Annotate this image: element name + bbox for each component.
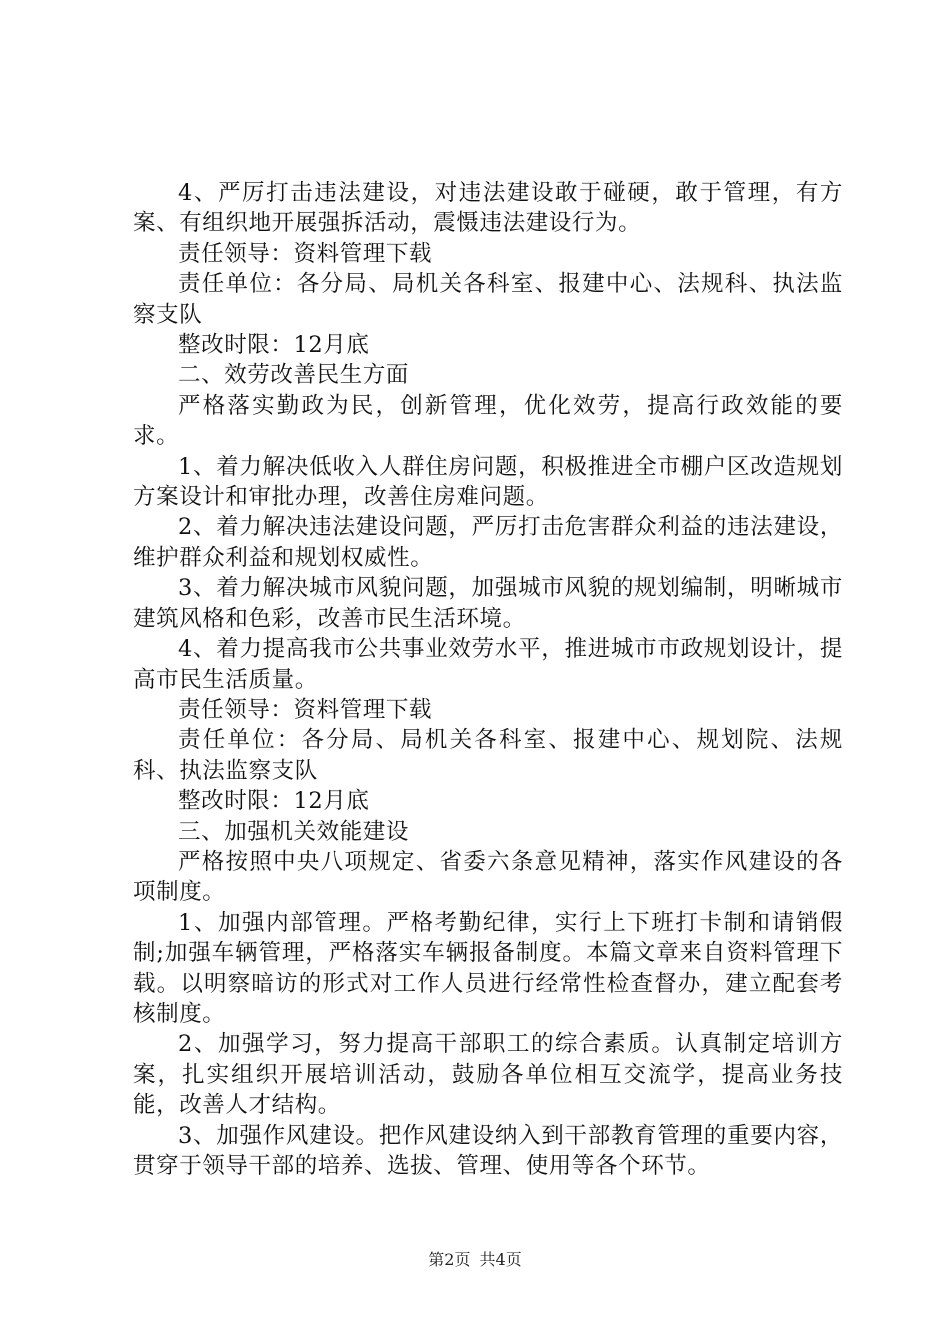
section-heading: 二、效劳改善民生方面: [178, 362, 410, 389]
page-number: 第2页: [428, 1250, 471, 1269]
paragraph: 整改时限：12月底: [178, 332, 370, 359]
paragraph: 4、严厉打击违法建设，对违法建设敢于碰硬，敢于管理，有方案、有组织地开展强拆活动，震慑违法建设行为。: [133, 180, 843, 237]
paragraph: 1、加强内部管理。严格考勤纪律，实行上下班打卡制和请销假制;加强车辆管理，严格落实车辆报备制度。本篇文章来自资料管理下载。以明察暗访的形式对工作人员进行经常性检查督办，建立配套考核制度。: [133, 909, 843, 1027]
paragraph: 整改时限：12月底: [178, 788, 370, 815]
section-heading: 三、加强机关效能建设: [178, 818, 410, 845]
paragraph: 严格落实勤政为民，创新管理，优化效劳，提高行政效能的要求。: [133, 392, 843, 450]
document-body: [133, 178, 843, 1181]
paragraph: 1、着力解决低收入人群住房问题，积极推进全市棚户区改造规划方案设计和审批办理，改善住房难问题。: [133, 453, 843, 511]
paragraph: 2、加强学习，努力提高干部职工的综合素质。认真制定培训方案，扎实组织开展培训活动，鼓励各单位相互交流学，提高业务技能，改善人才结构。: [133, 1031, 843, 1119]
paragraph: 责任领导：资料管理下载: [178, 696, 433, 723]
paragraph: 责任单位：各分局、局机关各科室、报建中心、规划院、法规科、执法监察支队: [133, 727, 843, 784]
paragraph: 3、着力解决城市风貌问题，加强城市风貌的规划编制，明晰城市建筑风格和色彩，改善市民生活环境。: [133, 575, 843, 632]
page-footer: [0, 1247, 950, 1270]
paragraph: 责任领导：资料管理下载: [178, 240, 433, 267]
page-total: 共4页: [479, 1250, 522, 1269]
paragraph: 2、着力解决违法建设问题，严厉打击危害群众利益的违法建设，维护群众利益和规划权威性。: [133, 514, 843, 571]
paragraph: 4、着力提高我市公共事业效劳水平，推进城市市政规划设计，提高市民生活质量。: [133, 636, 843, 693]
paragraph: 责任单位：各分局、局机关各科室、报建中心、法规科、执法监察支队: [133, 271, 843, 328]
paragraph: 3、加强作风建设。把作风建设纳入到干部教育管理的重要内容，贯穿于领导干部的培养、选拔、管理、使用等各个环节。: [133, 1122, 843, 1179]
paragraph: 严格按照中央八项规定、省委六条意见精神，落实作风建设的各项制度。: [133, 848, 843, 906]
